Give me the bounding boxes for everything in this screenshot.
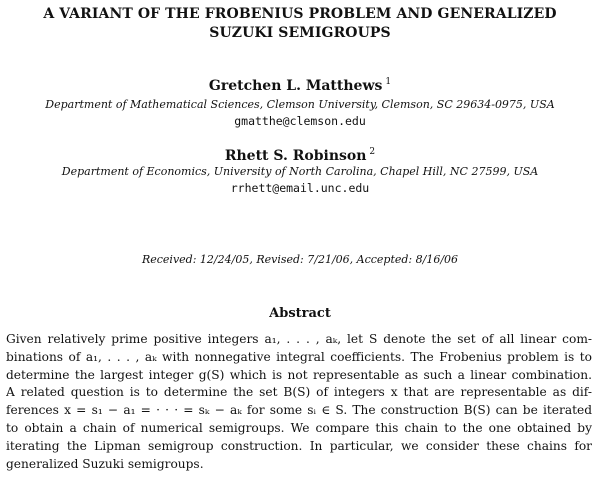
author-2-email: rrhett@email.unc.edu [230,181,370,195]
abstract-line: binations of a₁, . . . , aₖ with nonnegative integral coefficients. The Frobenius problem is to [6,349,592,364]
author-1-name: Gretchen L. Matthews [208,78,383,94]
abstract-line: iterating the Lipman semigroup construction. In particular, we consider these chains for [6,438,592,453]
paper-title-line-1: A VARIANT OF THE FROBENIUS PROBLEM AND GENERALIZED [43,6,557,22]
abstract-line: determine the largest integer g(S) which is not representable as such a linear combination. [6,367,592,382]
author-1-email: gmatthe@clemson.edu [234,114,366,128]
paper-title-line-2: SUZUKI SEMIGROUPS [209,25,391,41]
author-1-footnote-mark: 1 [385,77,392,87]
abstract-line: ferences x = s₁ − a₁ = · · · = sₖ − aₖ for some sᵢ ∈ S. The construction B(S) can be iterated [6,403,592,418]
author-2-name: Rhett S. Robinson [224,148,367,164]
abstract-line: generalized Suzuki semigroups. [6,456,204,471]
abstract-body [6,331,592,473]
author-2 [0,143,600,165]
author-1-affiliation: Department of Mathematical Sciences, Clemson University, Clemson, SC 29634-0975, USA [45,98,555,111]
abstract-heading: Abstract [269,306,331,321]
abstract-line: to obtain a chain of numerical semigroups. We compare this chain to the one obtained by [6,420,592,435]
abstract-line: Given relatively prime positive integers a₁, . . . , aₖ, let S denote the set of all linear com- [6,332,592,346]
author-2-affiliation: Department of Economics, University of North Carolina, Chapel Hill, NC 27599, USA [61,165,539,178]
abstract-line: A related question is to determine the set B(S) of integers x that are representable as dif- [6,385,592,400]
author-2-footnote-mark: 2 [369,147,376,157]
author-1 [0,73,600,95]
submission-dates: Received: 12/24/05, Revised: 7/21/06, Accepted: 8/16/06 [141,253,459,266]
